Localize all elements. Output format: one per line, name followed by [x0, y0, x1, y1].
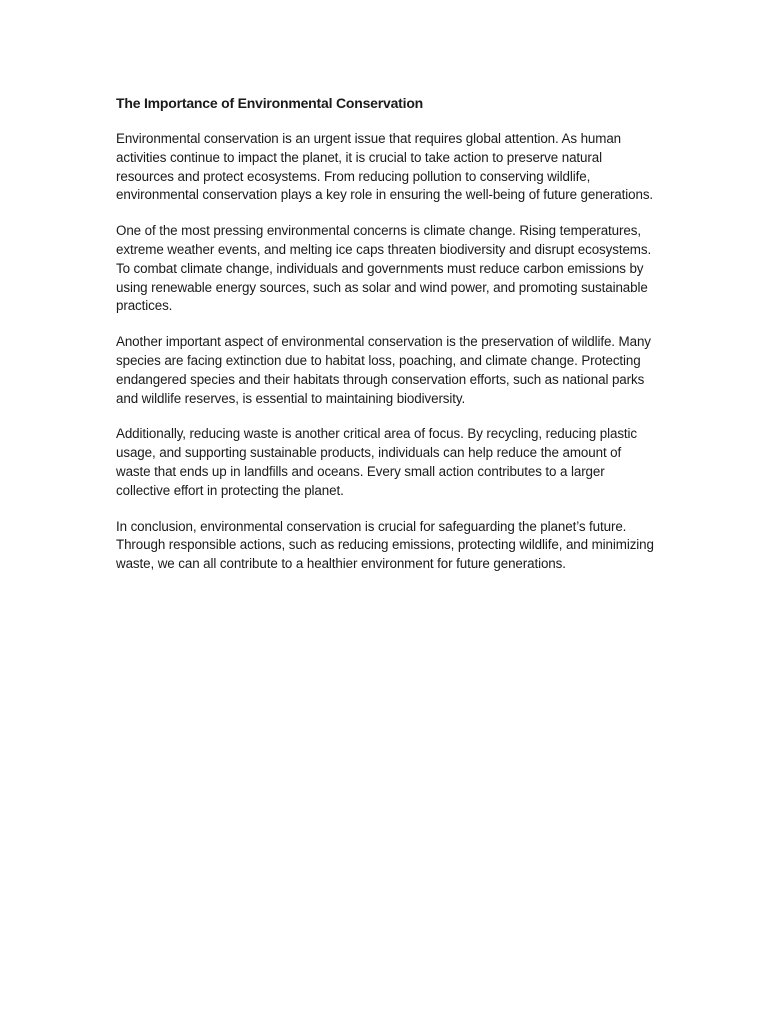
paragraph-conclusion: In conclusion, environmental conservation is crucial for safeguarding the planet’s future. Through responsible actions, such as reducing emissions, protecting wildlife, and minimizing waste, we can all contribute to a healthier environment for future generations. — [116, 518, 654, 572]
paragraph-wildlife: Another important aspect of environmental conservation is the preservation of wildlife. Many species are facing extinction due to habitat loss, poaching, and climate change. Protecting endangered species and their habitats through conservation efforts, such as national parks and wildlife reserves, is essential to maintaining biodiversity. — [116, 334, 651, 406]
paragraph-waste: Additionally, reducing waste is another critical area of focus. By recycling, reducing plastic usage, and supporting sustainable products, individuals can help reduce the amount of waste that ends up in landfills and oceans. Every small action contributes to a larger collective effort in protecting the planet. — [116, 426, 638, 498]
document-title: The Importance of Environmental Conservation — [116, 95, 424, 111]
paragraph-introduction: Environmental conservation is an urgent issue that requires global attention. As human activities continue to impact the planet, it is crucial to take action to preserve natural resources and protect ecosystems. From reducing pollution to conserving wildlife, environmental conservation plays a key role in ensuring the well-being of future generations. — [116, 131, 654, 203]
paragraph-climate-change: One of the most pressing environmental concerns is climate change. Rising temperatures, extreme weather events, and melting ice caps threaten biodiversity and disrupt ecosystems. To combat climate change, individuals and governments must reduce carbon emissions by using renewable energy sources, such as solar and wind power, and promoting sustainable practices. — [116, 223, 652, 314]
